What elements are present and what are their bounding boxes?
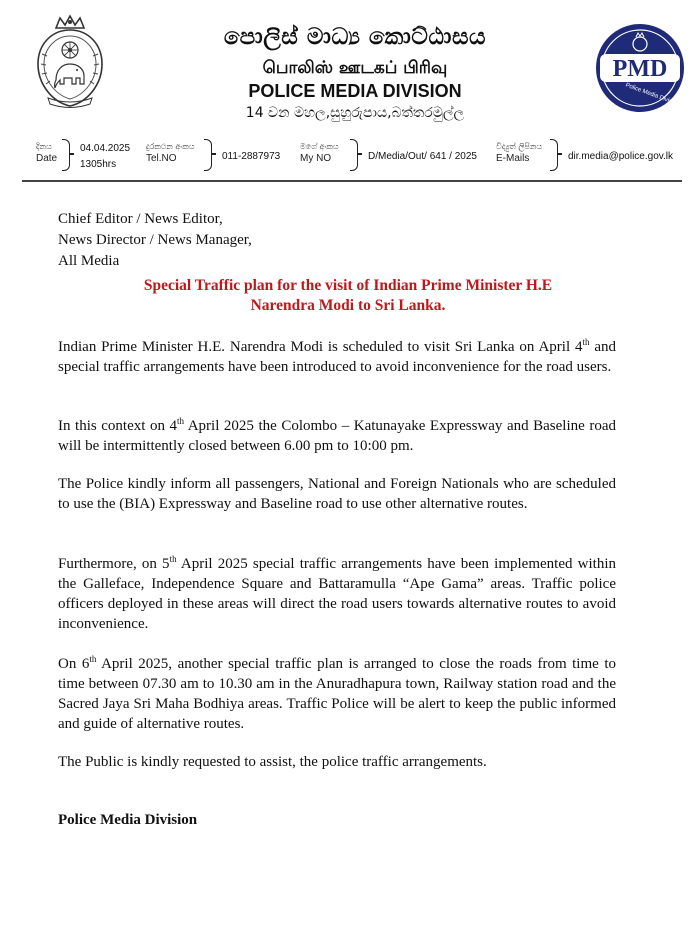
- paragraph-5: On 6th April 2025, another special traffic plan is arranged to close the roads from time to time between 07.30 am to 10.30 am in the Anuradhapura town, Railway station road and the Sacred Jaya Sri Maha Bodhiya areas. Traffic Police will be alert to keep the public informed and guide of alternative routes.: [58, 654, 616, 732]
- paragraph-2: In this context on 4th April 2025 the Colombo – Katunayake Expressway and Baseline road will be intermittently closed between 6.00 pm to 10:00 pm.: [58, 416, 616, 454]
- reference-info-row: [36, 137, 686, 175]
- recipients-block: [58, 209, 252, 272]
- my-no-label: මගේ අංකය My NO: [300, 142, 339, 164]
- tel-label: දුරකථන අංකය Tel.NO: [146, 142, 195, 164]
- brace-icon: [350, 139, 358, 171]
- recipient-line: Chief Editor / News Editor,: [58, 211, 223, 227]
- header-divider: [22, 180, 682, 182]
- police-emblem-logo: [30, 14, 110, 114]
- pmd-logo-text: PMD: [612, 56, 668, 82]
- english-title: POLICE MEDIA DIVISION: [248, 81, 462, 101]
- tamil-title: பொலிஸ் ஊடகப் பிரிவு: [262, 58, 448, 78]
- address: 14 වන මහල,සුහුරුපාය,බත්තරමුල්ල: [245, 105, 465, 121]
- paragraph-6: The Public is kindly requested to assist, the police traffic arrangements.: [58, 754, 487, 770]
- recipient-line: News Director / News Manager,: [58, 232, 252, 248]
- tel-value: 011-2887973: [222, 151, 281, 162]
- email-label: විද්‍යුත් ලිපිනය E-Mails: [496, 142, 543, 164]
- paragraph-4: Furthermore, on 5th April 2025 special traffic arrangements have been implemented within the Galleface, Independence Square and Battaramulla “Ape Gama” areas. Traffic police officers deployed in these areas will direct the road users towards alternative routes to avoid inconvenience.: [58, 554, 616, 632]
- paragraph-1: Indian Prime Minister H.E. Narendra Modi is scheduled to visit Sri Lanka on April 4th and special traffic arrangements have been introduced to avoid inconvenience for the road users.: [58, 337, 616, 375]
- paragraph-3: The Police kindly inform all passengers, National and Foreign Nationals who are scheduled to use the (BIA) Expressway and Baseline road to use other alternative routes.: [58, 476, 616, 512]
- subject-line-1: Special Traffic plan for the visit of Indian Prime Minister H.E: [143, 277, 553, 294]
- signature: Police Media Division: [58, 812, 198, 828]
- brace-icon: [204, 139, 212, 171]
- time-value: 1305hrs: [80, 159, 117, 170]
- subject-heading: [58, 276, 638, 316]
- subject-line-2: Narendra Modi to Sri Lanka.: [250, 297, 446, 314]
- pmd-ring-text: Police Media Division: [624, 82, 681, 108]
- brace-icon: [62, 139, 70, 171]
- email-value[interactable]: dir.media@police.gov.lk: [568, 151, 674, 162]
- sinhala-title: පොලිස් මාධ්‍ය කොට්ඨාසය: [223, 24, 487, 50]
- brace-icon: [550, 139, 558, 171]
- date-value: 04.04.2025: [80, 143, 131, 154]
- date-label: දිනය Date: [36, 142, 58, 164]
- recipient-line: All Media: [58, 253, 120, 269]
- letterhead-titles: [150, 22, 560, 122]
- pmd-logo: [594, 22, 686, 114]
- my-no-value: D/Media/Out/ 641 / 2025: [368, 151, 477, 162]
